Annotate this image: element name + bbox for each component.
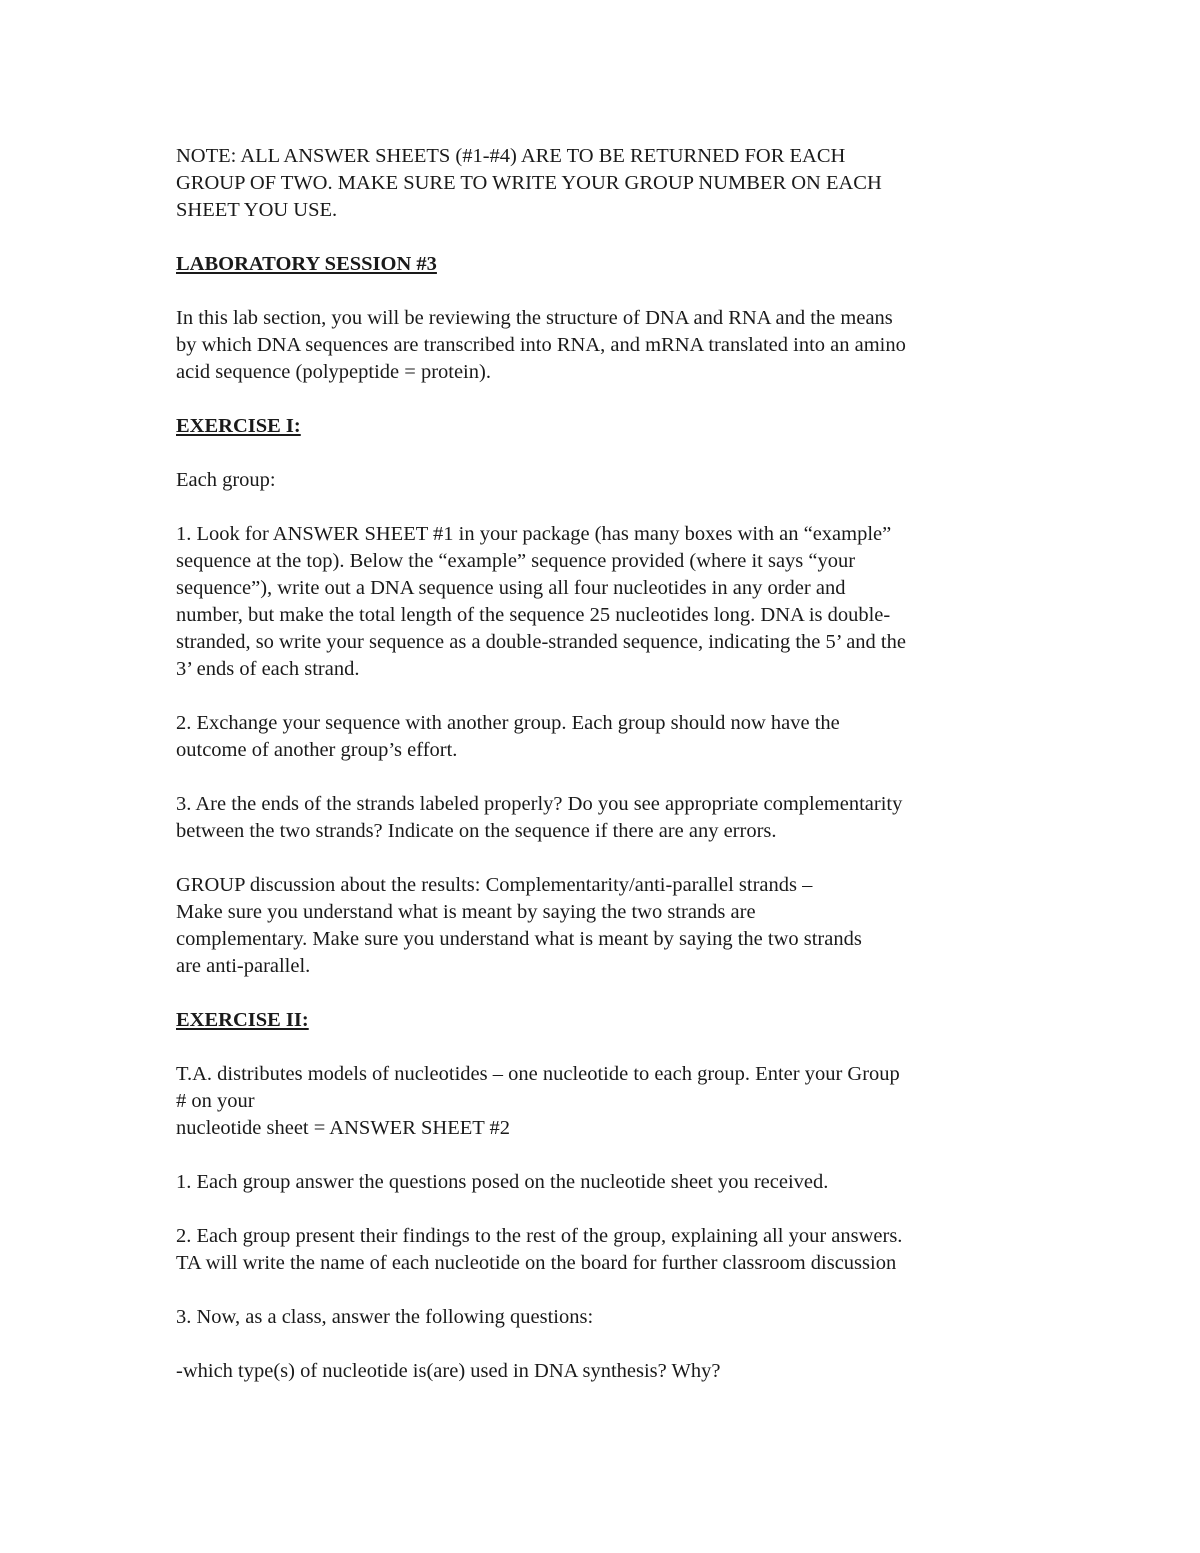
discussion-line: Make sure you understand what is meant by saying the two strands are [176, 901, 756, 923]
exercise2-step3 [176, 1304, 1036, 1331]
step-line: sequence at the top). Below the “example” sequence provided (where it says “your [176, 550, 856, 572]
exercise1-step3 [176, 791, 1036, 845]
exercise1-title: EXERCISE I: [176, 415, 301, 437]
step-line: TA will write the name of each nucleotide on the board for further classroom discussion [176, 1252, 897, 1274]
session-intro [176, 305, 1036, 386]
step-line: 3. Are the ends of the strands labeled properly? Do you see appropriate complementarity [176, 793, 903, 815]
step-line: 1. Look for ANSWER SHEET #1 in your package (has many boxes with an “example” [176, 523, 892, 545]
exercise1-step2 [176, 710, 1036, 764]
exercise1-step1 [176, 521, 1036, 683]
step-line: 3. Now, as a class, answer the following questions: [176, 1306, 594, 1328]
note-line: NOTE: ALL ANSWER SHEETS (#1-#4) ARE TO BE RETURNED FOR EACH [176, 145, 846, 167]
exercise1-discussion [176, 872, 1036, 980]
exercise2-title: EXERCISE II: [176, 1009, 309, 1031]
discussion-line: GROUP discussion about the results: Complementarity/anti-parallel strands – [176, 874, 813, 896]
exercise2-step2 [176, 1223, 1036, 1277]
intro-line: nucleotide sheet = ANSWER SHEET #2 [176, 1117, 511, 1139]
discussion-line: complementary. Make sure you understand what is meant by saying the two strands [176, 928, 862, 950]
document-page [176, 143, 1036, 1412]
step-line: outcome of another group’s effort. [176, 739, 458, 761]
exercise2-step1 [176, 1169, 1036, 1196]
intro-line: by which DNA sequences are transcribed into RNA, and mRNA translated into an amino [176, 334, 906, 356]
session-title: LABORATORY SESSION #3 [176, 253, 437, 275]
exercise2-question1 [176, 1358, 1036, 1385]
question-line: -which type(s) of nucleotide is(are) used in DNA synthesis? Why? [176, 1360, 721, 1382]
intro-line: T.A. distributes models of nucleotides – one nucleotide to each group. Enter your Group [176, 1063, 900, 1085]
step-line: between the two strands? Indicate on the sequence if there are any errors. [176, 820, 777, 842]
discussion-line: are anti-parallel. [176, 955, 311, 977]
intro-line: # on your [176, 1090, 255, 1112]
step-line: number, but make the total length of the sequence 25 nucleotides long. DNA is double- [176, 604, 891, 626]
step-line: 2. Exchange your sequence with another group. Each group should now have the [176, 712, 840, 734]
step-line: 2. Each group present their findings to the rest of the group, explaining all your answers. [176, 1225, 903, 1247]
exercise1-each-group: Each group: [176, 469, 276, 491]
exercise2-intro [176, 1061, 1036, 1142]
note-line: SHEET YOU USE. [176, 199, 338, 221]
intro-line: In this lab section, you will be reviewing the structure of DNA and RNA and the means [176, 307, 893, 329]
intro-line: acid sequence (polypeptide = protein). [176, 361, 491, 383]
note-line: GROUP OF TWO. MAKE SURE TO WRITE YOUR GROUP NUMBER ON EACH [176, 172, 882, 194]
step-line: 1. Each group answer the questions posed on the nucleotide sheet you received. [176, 1171, 829, 1193]
step-line: sequence”), write out a DNA sequence using all four nucleotides in any order and [176, 577, 846, 599]
step-line: stranded, so write your sequence as a double-stranded sequence, indicating the 5’ and the [176, 631, 906, 653]
step-line: 3’ ends of each strand. [176, 658, 360, 680]
note-paragraph [176, 143, 1036, 224]
